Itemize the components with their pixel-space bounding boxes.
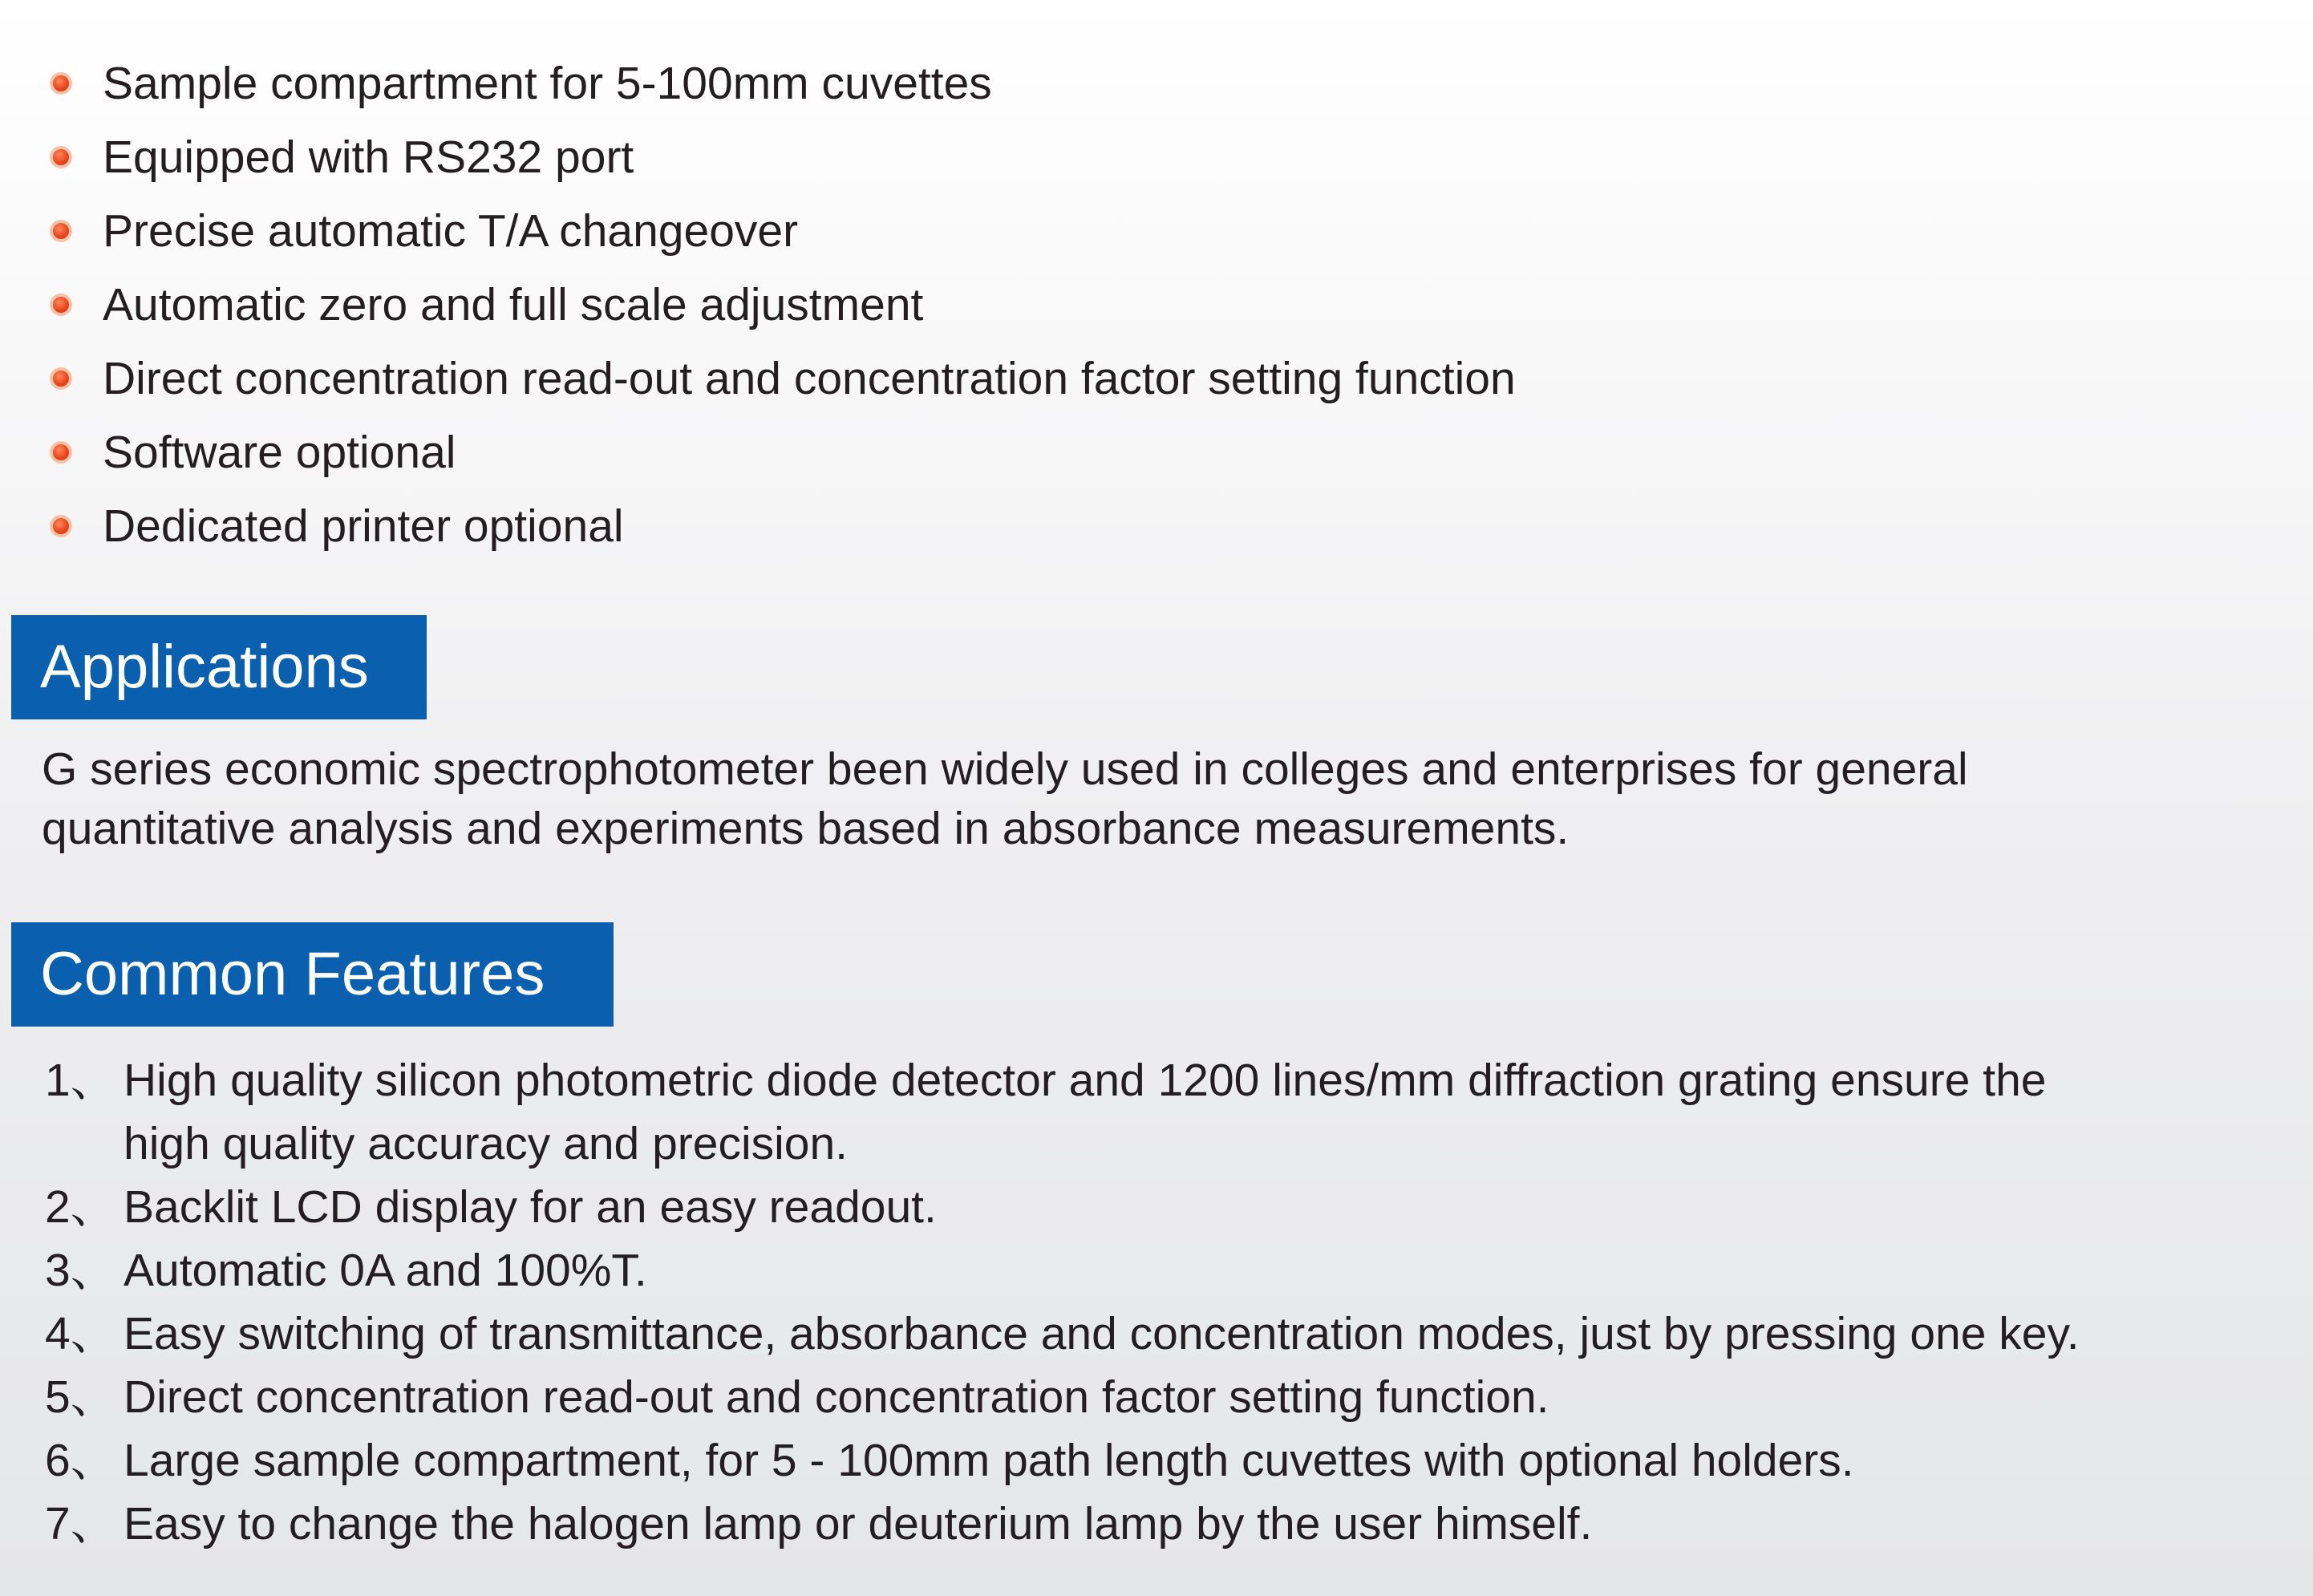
feature-item bbox=[0, 1493, 2313, 1556]
feature-number: 5、 bbox=[45, 1371, 116, 1423]
feature-text-line: Large sample compartment, for 5 - 100mm path length cuvettes with optional holders. bbox=[124, 1435, 1854, 1486]
red-dot-bullet-icon bbox=[50, 294, 72, 316]
feature-text-line: Easy to change the halogen lamp or deuterium lamp by the user himself. bbox=[124, 1498, 1593, 1549]
feature-number: 3、 bbox=[45, 1245, 116, 1296]
red-dot-bullet-icon bbox=[50, 367, 72, 390]
feature-number: 1、 bbox=[45, 1055, 116, 1106]
feature-number: 4、 bbox=[45, 1308, 116, 1359]
feature-item bbox=[0, 1049, 2313, 1176]
applications-text-line: quantitative analysis and experiments based in absorbance measurements. bbox=[42, 803, 1570, 854]
feature-number: 2、 bbox=[45, 1181, 116, 1233]
bullet-text: Equipped with RS232 port bbox=[103, 132, 634, 183]
red-dot-bullet-icon bbox=[50, 220, 72, 242]
feature-text-line: Direct concentration read-out and concentration factor setting function. bbox=[124, 1371, 1549, 1423]
red-dot-bullet-icon bbox=[50, 72, 72, 95]
red-dot-bullet-icon bbox=[50, 515, 72, 537]
bullet-text: Automatic zero and full scale adjustment bbox=[103, 279, 924, 330]
bullet-item bbox=[0, 194, 1516, 268]
applications-paragraph bbox=[42, 739, 2287, 858]
bullet-text: Dedicated printer optional bbox=[103, 500, 624, 552]
feature-text-line: Automatic 0A and 100%T. bbox=[124, 1245, 647, 1296]
bullet-text: Direct concentration read-out and concentration factor setting function bbox=[103, 353, 1516, 404]
common-features-header: Common Features bbox=[11, 922, 614, 1027]
bullet-item bbox=[0, 342, 1516, 415]
common-features-list bbox=[0, 1049, 2313, 1556]
red-dot-bullet-icon bbox=[50, 146, 72, 168]
bullet-text: Software optional bbox=[103, 427, 456, 478]
feature-item bbox=[0, 1302, 2313, 1366]
feature-number: 7、 bbox=[45, 1498, 116, 1549]
feature-item bbox=[0, 1429, 2313, 1493]
feature-number: 6、 bbox=[45, 1435, 116, 1486]
spec-bullet-list bbox=[0, 47, 1516, 563]
applications-text-line: G series economic spectrophotometer been widely used in colleges and enterprises for general bbox=[42, 743, 1968, 795]
bullet-item bbox=[0, 415, 1516, 489]
bullet-item bbox=[0, 489, 1516, 563]
bullet-text: Sample compartment for 5-100mm cuvettes bbox=[103, 58, 992, 109]
feature-item bbox=[0, 1176, 2313, 1239]
feature-text-line: high quality accuracy and precision. bbox=[124, 1118, 849, 1169]
bullet-text: Precise automatic T/A changeover bbox=[103, 205, 799, 257]
feature-text-line: Backlit LCD display for an easy readout. bbox=[124, 1181, 937, 1233]
feature-item bbox=[0, 1366, 2313, 1429]
bullet-item bbox=[0, 268, 1516, 342]
bullet-item bbox=[0, 47, 1516, 120]
feature-item bbox=[0, 1239, 2313, 1302]
feature-text-line: Easy switching of transmittance, absorbance and concentration modes, just by pressing one key. bbox=[124, 1308, 2080, 1359]
bullet-item bbox=[0, 120, 1516, 194]
feature-text-line: High quality silicon photometric diode detector and 1200 lines/mm diffraction grating ensure the bbox=[124, 1055, 2047, 1106]
red-dot-bullet-icon bbox=[50, 441, 72, 464]
applications-header: Applications bbox=[11, 615, 427, 719]
